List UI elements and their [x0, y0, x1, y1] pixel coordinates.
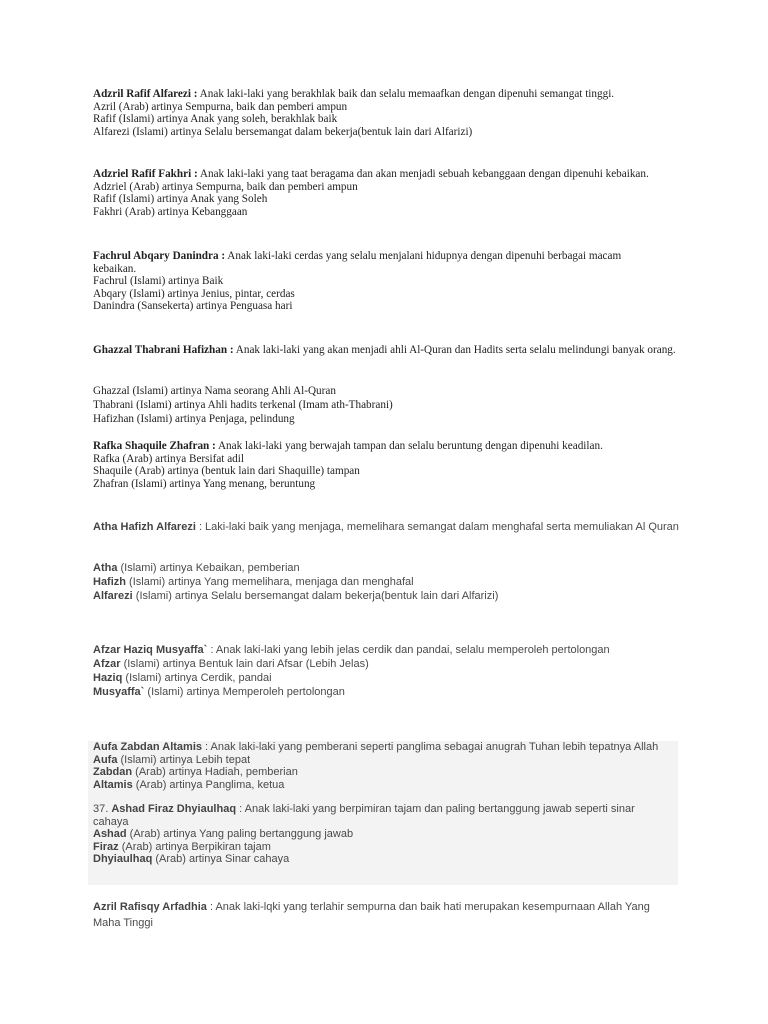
- name-entry: [93, 440, 693, 490]
- meaning-line: [93, 828, 673, 841]
- entry-heading: [93, 168, 693, 181]
- meaning-line: Rafka (Arab) artinya Bersifat adil: [93, 452, 244, 465]
- name-word: Alfarezi: [93, 590, 133, 602]
- meaning-text: (Islami) artinya Cerdik, pandai: [122, 672, 272, 684]
- meaning-line: Zhafran (Islami) artinya Yang menang, beruntung: [93, 477, 316, 490]
- entry-heading: [93, 643, 683, 657]
- meaning-line: [93, 853, 673, 866]
- entry-description: Anak laki-laki cerdas yang selalu menjalani hidupnya dengan dipenuhi berbagai macam kebaikan.: [93, 250, 622, 275]
- entry-name: Rafka Shaquile Zhafran :: [93, 440, 216, 452]
- name-word: Hafizh: [93, 576, 126, 588]
- entry-description: : Anak laki-lqki yang terlahir sempurna dan baik hati merupakan kesempurnaan Allah Yang Maha Tinggi: [93, 901, 650, 929]
- meaning-text: (Islami) artinya Kebaikan, pemberian: [117, 562, 300, 574]
- name-entry: [93, 88, 693, 138]
- meaning-line: Fachrul (Islami) artinya Baik: [93, 275, 224, 288]
- meaning-line: [93, 561, 683, 575]
- entry-name: Azril Rafisqy Arfadhia: [93, 901, 207, 913]
- name-entry: [93, 900, 663, 931]
- entry-description: : Anak laki-laki yang berpimiran tajam dan paling bertanggung jawab seperti sinar cahaya: [93, 803, 635, 828]
- meaning-text: (Arab) artinya Berpikiran tajam: [118, 840, 271, 853]
- name-word: Atha: [93, 562, 118, 574]
- meaning-line: Alfarezi (Islami) artinya Selalu bersemangat dalam bekerja(bentuk lain dari Alfarizi): [93, 125, 473, 138]
- entry-name: Aufa Zabdan Altamis: [93, 741, 202, 753]
- entry-number: 37.: [93, 803, 112, 815]
- meaning-lines: [93, 384, 693, 426]
- name-entry: [93, 250, 653, 313]
- meaning-line: Rafif (Islami) artinya Anak yang Soleh: [93, 193, 268, 206]
- meaning-text: (Islami) artinya Yang memelihara, menjaga dan menghafal: [126, 576, 414, 588]
- meaning-text: (Islami) artinya Memperoleh pertolongan: [144, 686, 345, 698]
- entry-heading: [93, 88, 693, 101]
- shaded-panel: [88, 741, 678, 885]
- meaning-line: Abqary (Islami) artinya Jenius, pintar, cerdas: [93, 287, 295, 300]
- name-entry: [93, 520, 683, 536]
- meaning-line: [93, 657, 683, 671]
- entry-name: Fachrul Abqary Danindra :: [93, 250, 226, 262]
- name-word: Dhyiaulhaq: [93, 853, 153, 865]
- entry-description: : Anak laki-laki yang pemberani seperti panglima sebagai anugrah Tuhan lebih tepatnya Allah: [202, 741, 659, 753]
- entry-description: Anak laki-laki yang akan menjadi ahli Al-Quran dan Hadits serta selalu melindungi banyak orang.: [233, 344, 676, 356]
- name-entry: [93, 643, 683, 699]
- meaning-text: (Islami) artinya Bentuk lain dari Afsar (Lebih Jelas): [120, 658, 369, 670]
- meaning-line: Thabrani (Islami) artinya Ahli hadits terkenal (Imam ath-Thabrani): [93, 399, 393, 411]
- name-entry: [93, 343, 678, 359]
- meaning-line: [93, 779, 673, 792]
- entry-heading: [93, 520, 683, 536]
- entry-heading: [93, 343, 678, 359]
- meaning-line: [93, 754, 673, 767]
- meaning-line: [93, 685, 683, 699]
- entry-name: Ghazzal Thabrani Hafizhan :: [93, 344, 234, 356]
- name-word: Aufa: [93, 753, 118, 766]
- name-entry: [93, 168, 693, 218]
- entry-heading: [93, 900, 663, 931]
- entry-heading: [93, 440, 693, 453]
- entry-name: Adzriel Rafif Fakhri :: [93, 168, 198, 180]
- meaning-line: Rafif (Islami) artinya Anak yang soleh, berakhlak baik: [93, 113, 338, 126]
- entry-description: Anak laki-laki yang berakhlak baik dan selalu memaafkan dengan dipenuhi semangat tinggi.: [197, 88, 615, 100]
- meaning-line: Azril (Arab) artinya Sempurna, baik dan pemberi ampun: [93, 100, 348, 113]
- name-word: Firaz: [93, 840, 119, 853]
- meaning-line: Shaquile (Arab) artinya (bentuk lain dari Shaquille) tampan: [93, 465, 360, 478]
- entry-heading: [93, 803, 673, 828]
- entry-name: Adzril Rafif Alfarezi :: [93, 88, 198, 100]
- meaning-line: [93, 671, 683, 685]
- meaning-line: Ghazzal (Islami) artinya Nama seorang Ahli Al-Quran: [93, 385, 336, 397]
- entry-heading: [93, 741, 673, 754]
- entry-name: Ashad Firaz Dhyiaulhaq: [111, 803, 237, 815]
- meaning-text: (Arab) artinya Panglima, ketua: [132, 778, 285, 791]
- meaning-lines: [93, 561, 683, 603]
- name-entry: [88, 741, 678, 791]
- meaning-line: [93, 589, 683, 603]
- name-entry: [88, 803, 678, 866]
- meaning-text: (Arab) artinya Yang paling bertanggung jawab: [126, 828, 354, 840]
- meaning-line: Danindra (Sansekerta) artinya Penguasa hari: [93, 300, 293, 313]
- name-word: Ashad: [93, 828, 127, 840]
- name-word: Altamis: [93, 778, 133, 791]
- meaning-text: (Islami) artinya Selalu bersemangat dalam bekerja(bentuk lain dari Alfarizi): [132, 590, 499, 602]
- entry-name: Atha Hafizh Alfarezi: [93, 521, 196, 533]
- meaning-line: [93, 766, 673, 779]
- entry-name: Afzar Haziq Musyaffa`: [93, 644, 208, 656]
- name-word: Afzar: [93, 658, 121, 670]
- meaning-line: [93, 841, 673, 854]
- meaning-line: Hafizhan (Islami) artinya Penjaga, pelindung: [93, 413, 295, 425]
- meaning-text: (Arab) artinya Sinar cahaya: [152, 853, 290, 865]
- entry-description: : Anak laki-laki yang lebih jelas cerdik dan pandai, selalu memperoleh pertolongan: [207, 644, 610, 656]
- name-word: Zabdan: [93, 766, 133, 778]
- meaning-text: (Arab) artinya Hadiah, pemberian: [132, 766, 298, 778]
- entry-heading: [93, 250, 653, 275]
- entry-description: Anak laki-laki yang berwajah tampan dan selalu beruntung dengan dipenuhi keadilan.: [215, 440, 603, 452]
- meaning-line: Adzriel (Arab) artinya Sempurna, baik dan pemberi ampun: [93, 180, 358, 193]
- meaning-line: Fakhri (Arab) artinya Kebanggaan: [93, 205, 248, 218]
- entry-description: Anak laki-laki yang taat beragama dan akan menjadi sebuah kebanggaan dengan dipenuhi kebaikan.: [197, 168, 649, 180]
- name-word: Musyaffa`: [93, 686, 145, 698]
- entry-description: : Laki-laki baik yang menjaga, memelihara semangat dalam menghafal serta memuliakan Al Quran: [195, 521, 679, 533]
- name-word: Haziq: [93, 672, 123, 684]
- meaning-text: (Islami) artinya Lebih tepat: [117, 753, 251, 766]
- meaning-line: [93, 575, 683, 589]
